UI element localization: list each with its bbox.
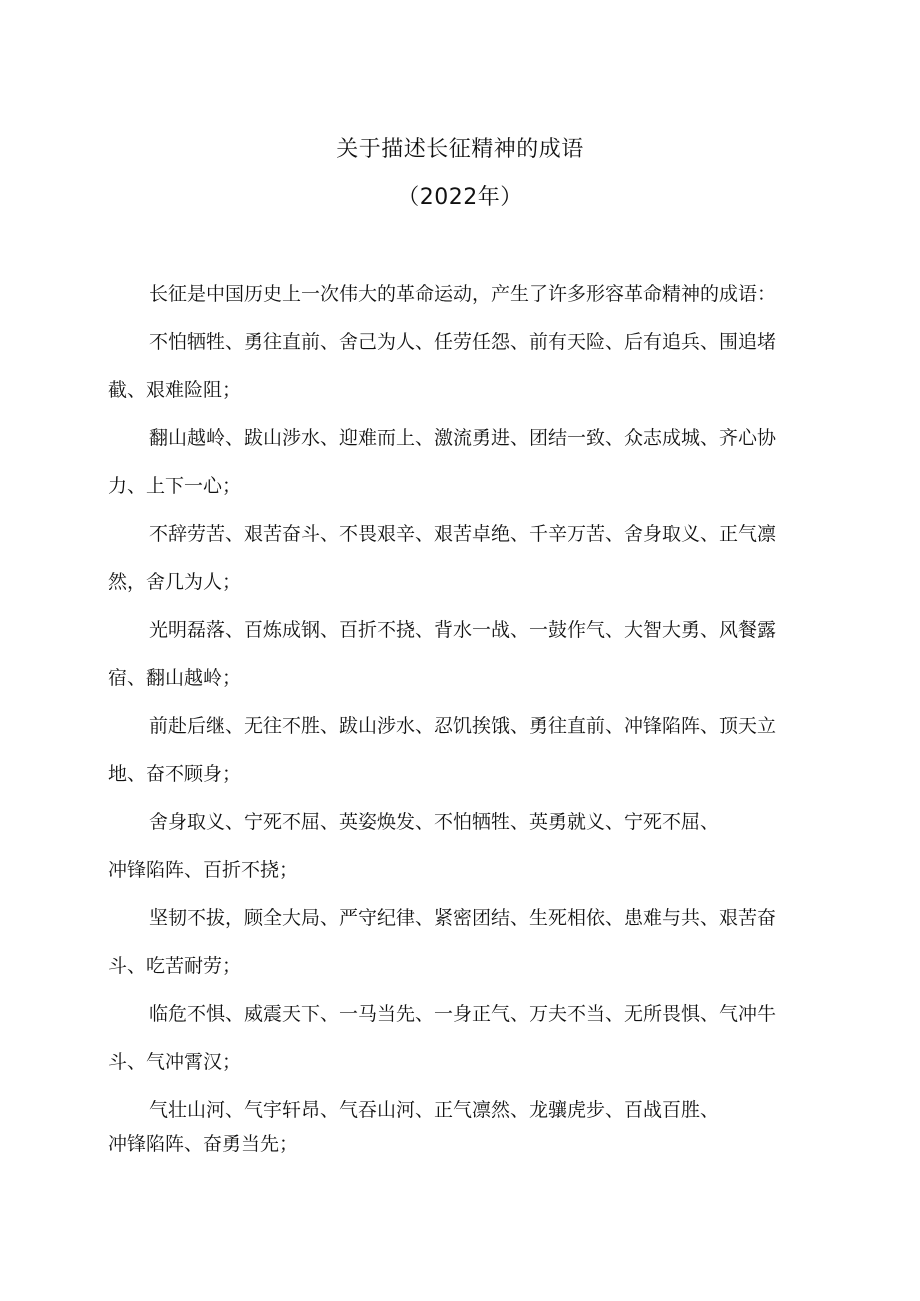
idiom-paragraph-8 xyxy=(108,990,820,1086)
idiom-paragraph-4 xyxy=(108,606,820,702)
paragraph-line: 气壮山河、气宇轩昂、气吞山河、正气凛然、龙骧虎步、百战百胜、 xyxy=(149,1099,720,1121)
paragraph-line: 宿、翻山越岭； xyxy=(108,667,242,689)
idiom-paragraph-1 xyxy=(108,318,820,414)
paragraph-line: 坚韧不拔，顾全大局、严守纪律、紧密团结、生死相依、患难与共、艰苦奋 xyxy=(149,907,777,929)
intro-text: 长征是中国历史上一次伟大的革命运动，产生了许多形容革命精神的成语： xyxy=(149,283,777,305)
paragraph-line: 前赴后继、无往不胜、跋山涉水、忍饥挨饿、勇往直前、冲锋陷阵、顶天立 xyxy=(149,715,777,737)
page-subtitle: （2022年） xyxy=(397,185,523,210)
idiom-paragraph-7 xyxy=(108,894,820,990)
paragraph-line: 临危不惧、威震天下、一马当先、一身正气、万夫不当、无所畏惧、气冲牛 xyxy=(149,1003,777,1025)
idiom-paragraph-3 xyxy=(108,510,820,606)
paragraph-line: 力、上下一心； xyxy=(108,475,242,497)
idiom-paragraph-6 xyxy=(108,798,820,894)
paragraph-line: 光明磊落、百炼成钢、百折不挠、背水一战、一鼓作气、大智大勇、风餐露 xyxy=(149,619,777,641)
paragraph-line: 舍身取义、宁死不屈、英姿焕发、不怕牺牲、英勇就义、宁死不屈、 xyxy=(149,811,720,833)
paragraph-line: 翻山越岭、跋山涉水、迎难而上、激流勇进、团结一致、众志成城、齐心协 xyxy=(149,427,777,449)
paragraph-line: 冲锋陷阵、奋勇当先； xyxy=(108,1133,299,1155)
paragraph-line: 地、奋不顾身； xyxy=(108,763,242,785)
idiom-paragraph-2 xyxy=(108,414,820,510)
idiom-paragraph-9 xyxy=(108,1093,820,1161)
paragraph-line: 冲锋陷阵、百折不挠； xyxy=(108,859,299,881)
paragraph-line: 然，舍几为人； xyxy=(108,571,242,593)
paragraph-line: 斗、气冲霄汉； xyxy=(108,1051,242,1073)
intro-paragraph xyxy=(108,270,820,318)
paragraph-line: 截、艰难险阻； xyxy=(108,379,242,401)
paragraph-line: 斗、吃苦耐劳； xyxy=(108,955,242,977)
idiom-paragraph-5 xyxy=(108,702,820,798)
page-title: 关于描述长征精神的成语 xyxy=(336,137,584,162)
paragraph-line: 不怕牺牲、勇往直前、舍己为人、任劳任怨、前有天险、后有追兵、围追堵 xyxy=(149,331,777,353)
paragraph-line: 不辞劳苦、艰苦奋斗、不畏艰辛、艰苦卓绝、千辛万苦、舍身取义、正气凛 xyxy=(149,523,777,545)
